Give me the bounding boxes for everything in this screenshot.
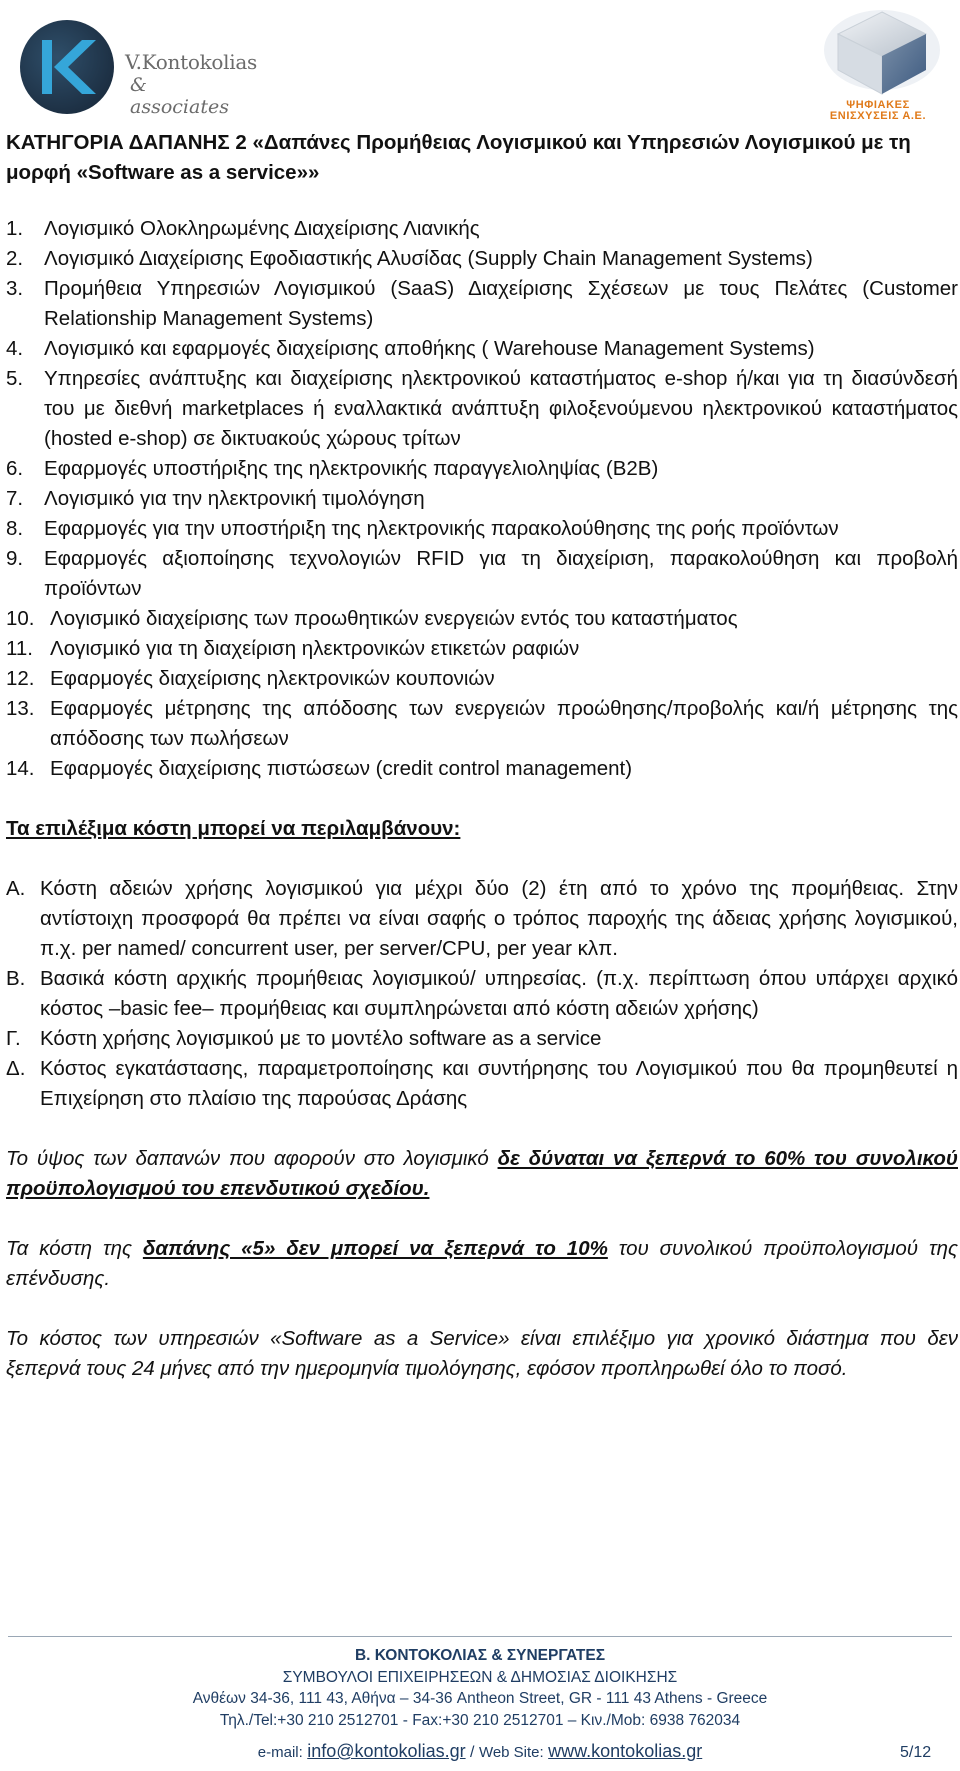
- list-item-number: 4.: [6, 337, 24, 360]
- list-item: [6, 634, 958, 664]
- list-item-text: Εφαρμογές διαχείρισης ηλεκτρονικών κουπονιών: [50, 667, 495, 690]
- list-item-number: 14.: [6, 757, 35, 780]
- eshop-limit-note: Τα κόστη της δαπάνης «5» δεν μπορεί να ξεπερνά το 10% του συνολικού προϋπολογισμού της επένδυσης.: [6, 1237, 958, 1290]
- footer-phones: Τηλ./Tel:+30 210 2512701 - Fax:+30 210 2512701 – Κιν./Mob: 6938 762034: [219, 1711, 741, 1729]
- email-link[interactable]: info@kontokolias.gr: [307, 1741, 466, 1761]
- cost-item: [6, 1054, 958, 1114]
- list-item: [6, 454, 958, 484]
- list-item-number: 6.: [6, 457, 24, 480]
- logo-tagline: & associates: [130, 74, 229, 118]
- list-item: [6, 244, 958, 274]
- footer-subtitle: ΣΥΜΒΟΥΛΟΙ ΕΠΙΧΕΙΡΗΣΕΩΝ & ΔΗΜΟΣΙΑΣ ΔΙΟΙΚΗΣΗΣ: [282, 1668, 678, 1686]
- section-heading: ΚΑΤΗΓΟΡΙΑ ΔΑΠΑΝΗΣ 2 «Δαπάνες Προμήθειας Λογισμικού και Υπηρεσιών Λογισμικού με τη μορφή «Software as a service»»: [6, 131, 911, 184]
- list-item-text: Εφαρμογές μέτρησης της απόδοσης των ενεργειών προώθησης/προβολής και/ή μέτρησης της απόδοσης των πωλήσεων: [50, 697, 958, 750]
- list-item: [6, 694, 958, 754]
- cube-logo-icon: [808, 4, 948, 100]
- list-item-text: Υπηρεσίες ανάπτυξης και διαχείρισης ηλεκτρονικού καταστήματος e-shop ή/και για τη διασύνδεσή του με διεθνή marketplaces ή εναλλακτικά ανάπτυξη φιλοξενούμενου ηλεκτρονικού καταστήματος (hosted e-shop) σε δικτυακούς χώρους τρίτων: [44, 367, 958, 450]
- document-body: [6, 128, 958, 1384]
- list-item-number: 12.: [6, 667, 35, 690]
- psifiakes-enisxyseis-logo: [808, 4, 948, 126]
- cost-item-letter: Β.: [6, 967, 26, 990]
- eligible-costs-list: [6, 874, 958, 1114]
- list-item-number: 1.: [6, 217, 24, 240]
- cost-item-letter: Δ.: [6, 1057, 26, 1080]
- k-logo-icon: [20, 20, 114, 114]
- cost-item: [6, 874, 958, 964]
- list-item-number: 5.: [6, 367, 24, 390]
- list-item-number: 8.: [6, 517, 24, 540]
- list-item: [6, 514, 958, 544]
- list-item: [6, 364, 958, 454]
- footer: [0, 1645, 960, 1731]
- list-item-number: 11.: [6, 637, 33, 660]
- list-item-text: Προμήθεια Υπηρεσιών Λογισμικού (SaaS) Διαχείρισης Σχέσεων με τους Πελάτες (Customer Relationship Management Systems): [44, 277, 958, 330]
- list-item-number: 7.: [6, 487, 24, 510]
- list-item-text: Εφαρμογές αξιοποίησης τεχνολογιών RFID για τη διαχείριση, παρακολούθηση και προβολή προϊόντων: [44, 547, 958, 600]
- list-item: [6, 274, 958, 334]
- list-item-text: Λογισμικό για την ηλεκτρονική τιμολόγηση: [44, 487, 425, 510]
- footer-divider: [8, 1636, 952, 1637]
- list-item: [6, 484, 958, 514]
- list-item: [6, 604, 958, 634]
- cost-item-text: Κόστος εγκατάστασης, παραμετροποίησης και συντήρησης του Λογισμικού που θα προμηθευτεί η Επιχείρηση στο πλαίσιο της παρούσας Δράσης: [40, 1057, 958, 1110]
- list-item-text: Λογισμικό διαχείρισης των προωθητικών ενεργειών εντός του καταστήματος: [50, 607, 738, 630]
- list-item: [6, 544, 958, 604]
- list-item-text: Λογισμικό για τη διαχείριση ηλεκτρονικών ετικετών ραφιών: [50, 637, 580, 660]
- list-item: [6, 754, 958, 784]
- software-limit-note: Το ύψος των δαπανών που αφορούν στο λογισμικό δε δύναται να ξεπερνά το 60% του συνολικού προϋπολογισμού του επενδυτικού σχεδίου.: [6, 1147, 958, 1200]
- list-item-number: 10.: [6, 607, 35, 630]
- list-item-text: Εφαρμογές για την υποστήριξη της ηλεκτρονικής παρακολούθησης της ροής προϊόντων: [44, 517, 839, 540]
- list-item-number: 2.: [6, 247, 24, 270]
- list-item: [6, 334, 958, 364]
- cost-item-text: Κόστη αδειών χρήσης λογισμικού για μέχρι δύο (2) έτη από το χρόνο της προμήθειας. Στην αντίστοιχη προσφορά θα πρέπει να είναι σαφής ο τρόπος παροχής της άδειας χρήσης λογισμικού, π.χ. per named/ concurrent user, per server/CPU, per year κλπ.: [40, 877, 958, 960]
- cost-item-letter: Α.: [6, 877, 26, 900]
- web-label: Web Site:: [478, 1744, 544, 1761]
- footer-company: Β. ΚΟΝΤΟΚΟΛΙΑΣ & ΣΥΝΕΡΓΑΤΕΣ: [354, 1647, 605, 1664]
- list-item-number: 3.: [6, 277, 24, 300]
- cost-item-text: Βασικά κόστη αρχικής προμήθειας λογισμικού/ υπηρεσίας. (π.χ. περίπτωση όπου υπάρχει αρχικό κόστος –basic fee– προμήθειας και συμπληρώνεται από κόστη αδειών χρήσης): [40, 967, 958, 1020]
- list-item: [6, 214, 958, 244]
- list-item-number: 9.: [6, 547, 24, 570]
- cost-item-text: Κόστη χρήσης λογισμικού με το μοντέλο software as a service: [40, 1027, 602, 1050]
- list-item-text: Λογισμικό Ολοκληρωμένης Διαχείρισης Λιανικής: [44, 217, 480, 240]
- eligible-costs-heading: Τα επιλέξιμα κόστη μπορεί να περιλαμβάνουν:: [6, 817, 461, 840]
- email-label: e-mail:: [257, 1744, 303, 1761]
- website-link[interactable]: www.kontokolias.gr: [548, 1741, 703, 1761]
- footer-contact: e-mail: info@kontokolias.gr / Web Site: www.kontokolias.gr: [257, 1741, 703, 1761]
- logo-name: V.Kontokolias: [125, 50, 257, 74]
- list-item-text: Λογισμικό Διαχείρισης Εφοδιαστικής Αλυσίδας (Supply Chain Management Systems): [44, 247, 813, 270]
- logo-right-caption: ΨΗΦΙΑΚΕΣ ΕΝΙΣΧΥΣΕΙΣ Α.Ε.: [829, 99, 927, 122]
- page-number: 5/12: [900, 1744, 932, 1761]
- saas-duration-note: Το κόστος των υπηρεσιών «Software as a Service» είναι επιλέξιμο για χρονικό διάστημα που δεν ξεπερνά τους 24 μήνες από την ημερομηνία τιμολόγησης, εφόσον προπληρωθεί όλο το ποσό.: [6, 1327, 958, 1380]
- cost-item-letter: Γ.: [6, 1027, 21, 1050]
- list-item: [6, 664, 958, 694]
- list-item-text: Λογισμικό και εφαρμογές διαχείρισης αποθήκης ( Warehouse Management Systems): [44, 337, 815, 360]
- list-item-text: Εφαρμογές υποστήριξης της ηλεκτρονικής παραγγελιοληψίας (B2B): [44, 457, 659, 480]
- cost-item: [6, 1024, 958, 1054]
- list-item-text: Εφαρμογές διαχείρισης πιστώσεων (credit control management): [50, 757, 633, 780]
- list-item-number: 13.: [6, 697, 35, 720]
- software-list: [6, 214, 958, 784]
- cost-item: [6, 964, 958, 1024]
- kontokolias-logo: [20, 18, 257, 118]
- footer-address: Ανθέων 34-36, 111 43, Αθήνα – 34-36 Antheon Street, GR - 111 43 Athens - Greece: [192, 1690, 768, 1707]
